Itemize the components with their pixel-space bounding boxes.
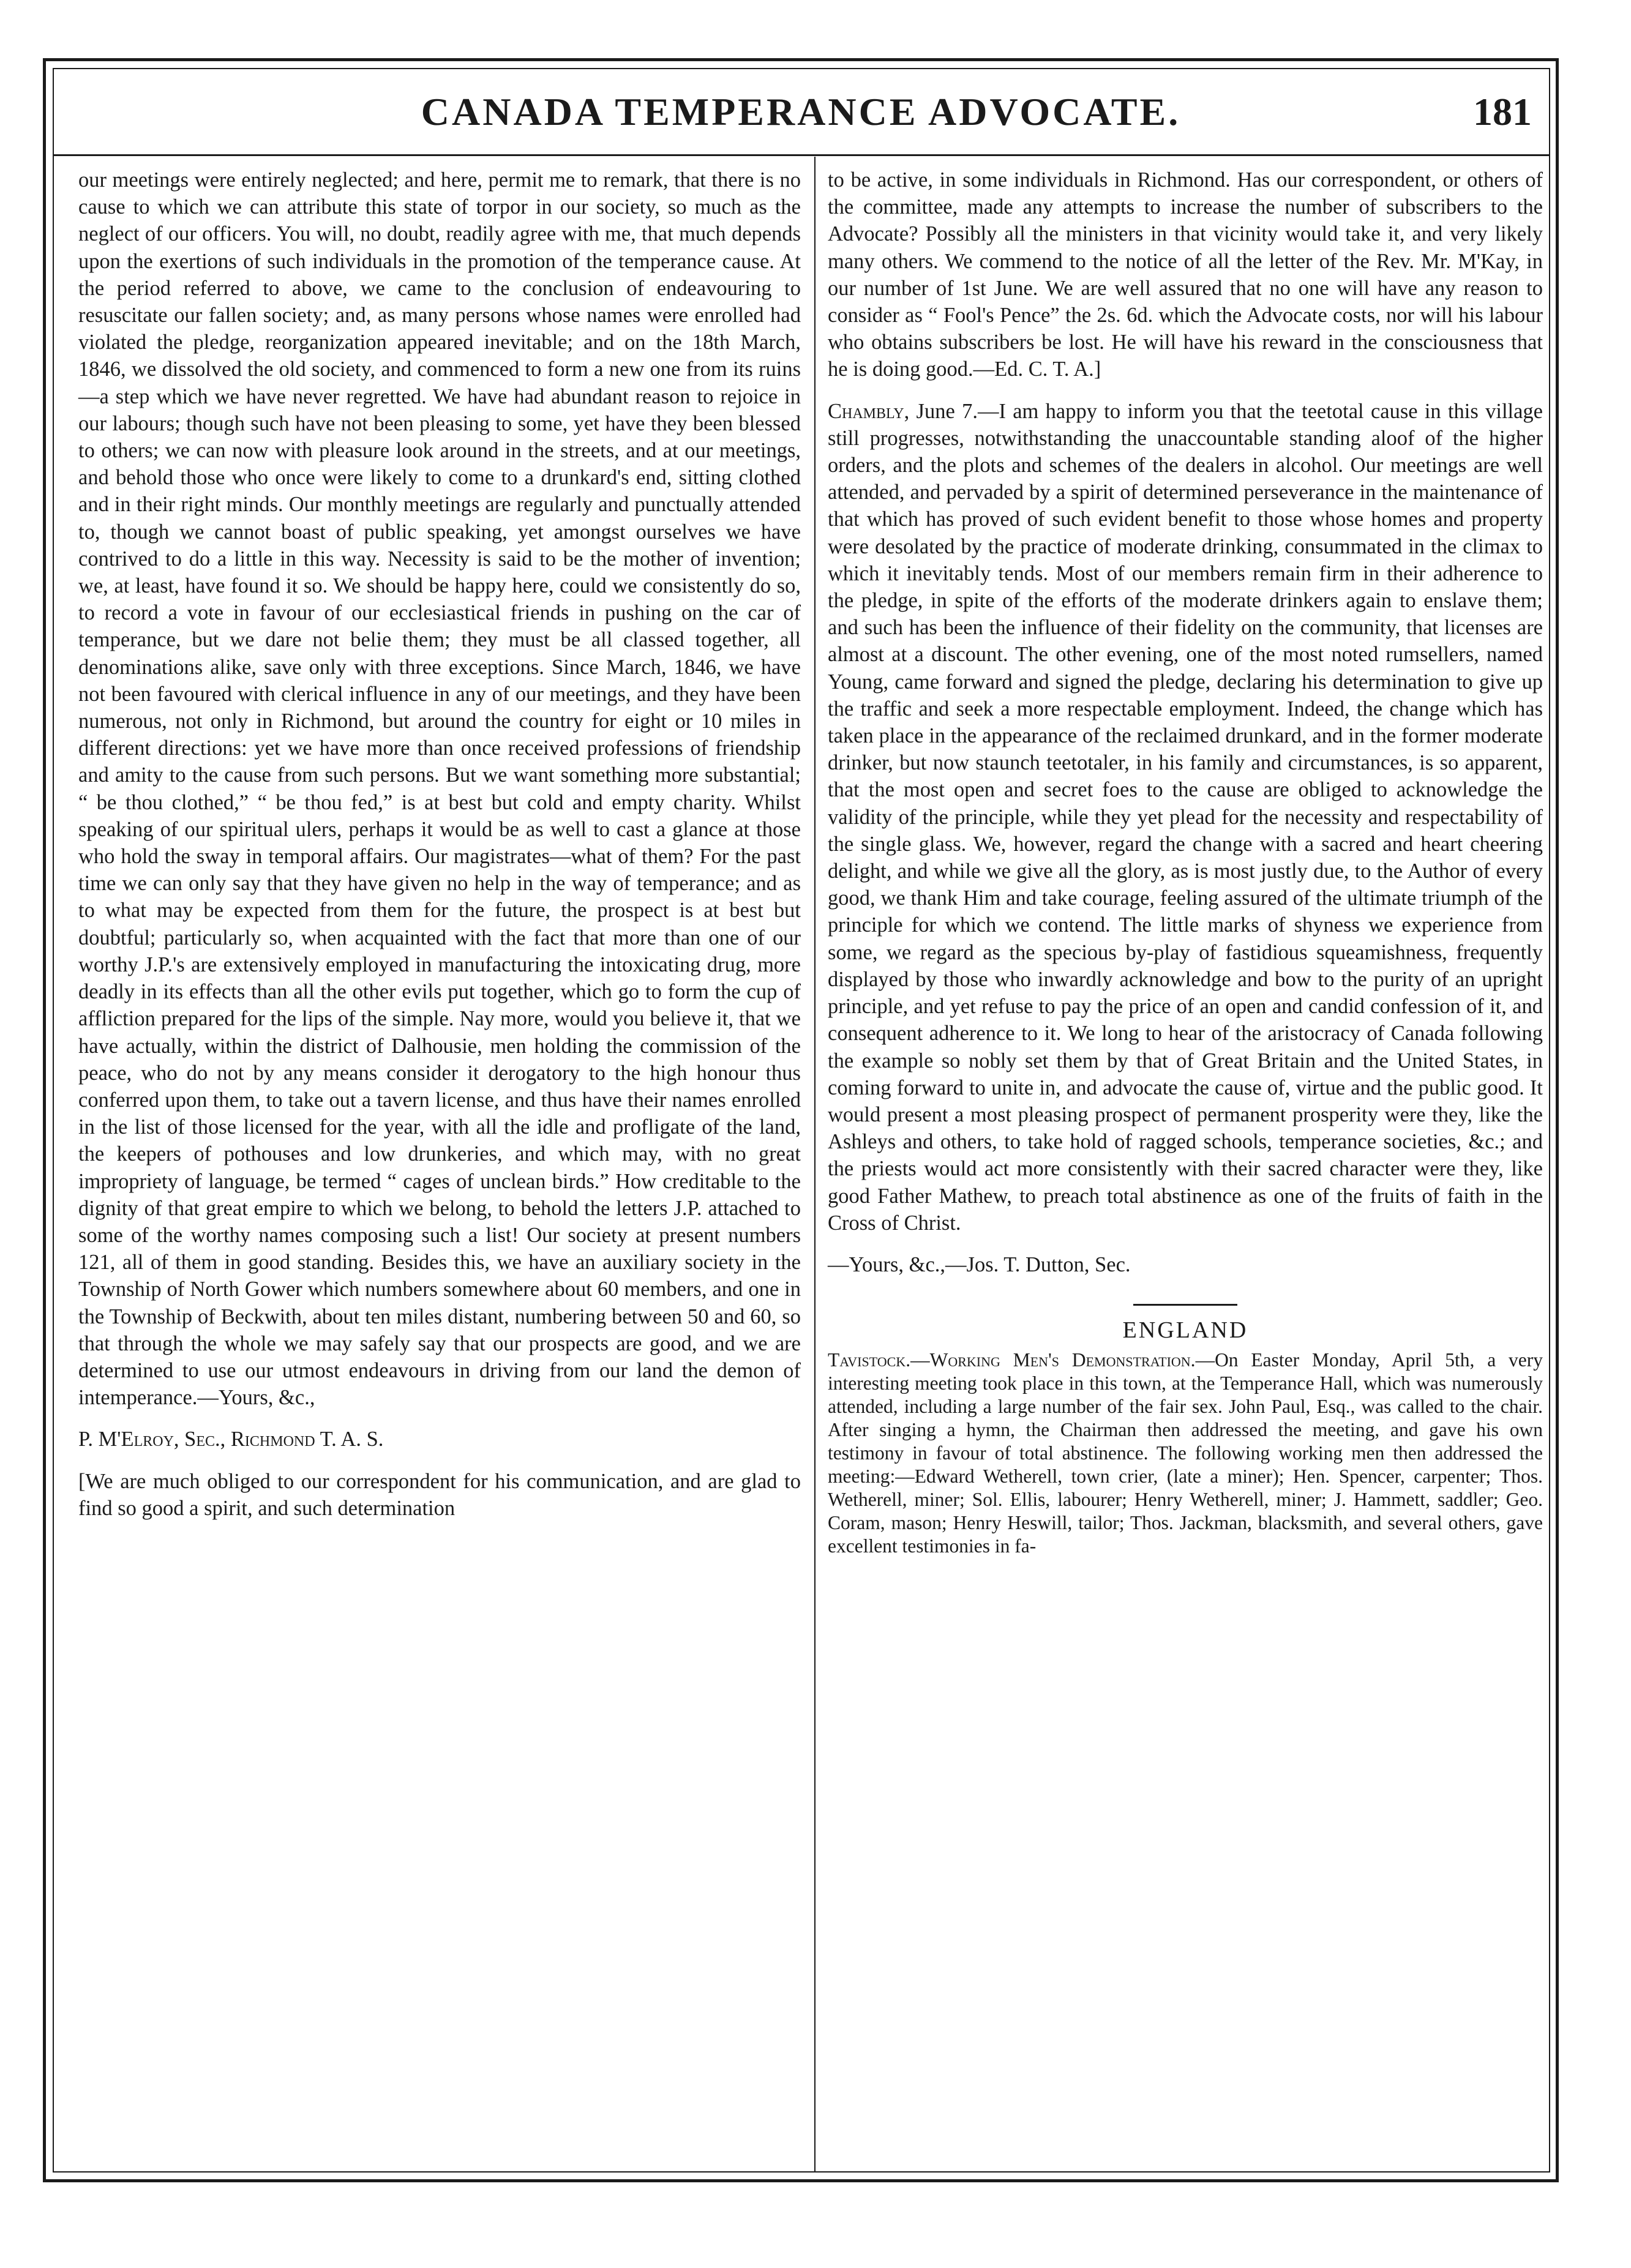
section-rule — [1133, 1304, 1237, 1306]
chambly-letter — [828, 398, 1543, 1237]
richmond-letter-body: our meetings were entirely neglected; and here, permit me to remark, that there is no cause to which we can attribute this state of torpor in our society, so much as the neglect of our officers. You will, no doubt, readily agree with me, that much depends upon the exertions of such individuals in the promotion of the temperance cause. At the period referred to above, we came to the conclusion of endeavouring to resuscitate our fallen society; and, as many persons whose names were enrolled had violated the pledge, reorganization appeared inevitable; and on the 18th March, 1846, we dissolved the old society, and commenced to form a new one from its ruins—a step which we have never regretted. We have had abundant reason to rejoice in our labours; though such have not been pleasing to some, yet have they been blessed to others; we can now with pleasure look around in the streets, and at our meetings, and behold those who once were likely to come to a drunkard's end, sitting clothed and in their right minds. Our monthly meetings are regularly and punctually attended to, though we cannot boast of public speaking, yet amongst ourselves we have contrived to do a little in this way. Necessity is said to be the mother of invention; we, at least, have found it so. We should be happy here, could we consistently do so, to record a vote in favour of our ecclesiastical friends in pushing on the car of temperance, but we dare not belie them; they must be all classed together, all denominations alike, save only with three exceptions. Since March, 1846, we have not been favoured with clerical influence in any of our meetings, and they have been numerous, not only in Richmond, but around the country for eight or 10 miles in different directions: yet we have more than once received professions of friendship and amity to the cause from such persons. But we want something more substantial; “ be thou clothed,” “ be thou fed,” is at best but cold and empty charity. Whilst speaking of our spiritual ulers, perhaps it would be as well to cast a glance at those who hold the sway in temporal affairs. Our magistrates—what of them? For the past time we can only say that they have given no help in the way of temperance; and as to what may be expected from them for the future, the prospect is at best but doubtful; particularly so, when acquainted with the fact that more than one of our worthy J.P.'s are extensively employed in manufacturing the intoxicating drug, more deadly in its effects than all the other evils put together, which go to form the cup of affliction prepared for the lips of the simple. Nay more, would you believe it, that we have actually, within the district of Dalhousie, men holding the commission of the peace, who do not by any means consider it derogatory to the high honour thus conferred upon them, to take out a tavern license, and thus have their names enrolled in the list of those licensed for the year, with all the idle and profligate of the land, the keepers of pothouses and low drunkeries, and which may, with no great impropriety of language, be termed “ cages of unclean birds.” How creditable to the dignity of that great empire to which we belong, to behold the letters J.P. attached to some of the worthy names composing such a list! Our society at present numbers 121, all of them in good standing. Besides this, we have an auxiliary society in the Township of North Gower which numbers somewhere about 60 members, and one in the Township of Beckwith, about ten miles distant, numbering between 50 and 60, so that through the whole we may safely say that our prospects are good, and we are determined to use our utmost endeavours in driving from our land the demon of intemperance.—Yours, &c., — [78, 168, 801, 1410]
tavistock-report-body: —On Easter Monday, April 5th, a very interesting meeting took place in this town, at the Temperance Hall, which was numerously attended, including a large number of the fair sex. John Paul, Esq., was called to the chair. After singing a hymn, the Chairman then addressed the meeting, and gave his own testimony in favour of total abstinence. The following working men then addressed the meeting:—Edward Wetherell, town crier, (late a miner); Hen. Spencer, carpenter; Thos. Wetherell, miner; Sol. Ellis, labourer; Henry Wetherell, miner; J. Hammett, saddler; Geo. Coram, mason; Henry Heswill, tailor; Thos. Jackman, blacksmith, and several others, gave excellent testimonies in fa- — [828, 1349, 1543, 1557]
tavistock-report — [828, 1349, 1543, 1558]
editor-note-continued: to be active, in some individuals in Richmond. Has our correspondent, or others of the committee, made any attempts to increase the number of subscribers to the Advocate? Possibly all the ministers in that vicinity would take it, and very likely many others. We commend to the notice of all the letter of the Rev. Mr. M'Kay, in our number of 1st June. We are well assured that no one will have any reason to consider as “ Fool's Pence” the 2s. 6d. which the Advocate costs, nor will his labour who obtains subscribers be lost. He will have his reward in the consciousness that he is doing good.—Ed. C. T. A.] — [828, 168, 1543, 381]
england-heading: ENGLAND — [1122, 1317, 1248, 1344]
right-column — [828, 167, 1543, 1558]
newspaper-title: CANADA TEMPERANCE ADVOCATE. — [421, 90, 1181, 133]
left-column — [78, 167, 801, 1522]
chambly-dateline: Chambly, — [828, 399, 910, 423]
richmond-letter-signoff: P. M'Elroy, Sec., Richmond T. A. S. — [78, 1428, 384, 1451]
chambly-letter-body: June 7.—I am happy to inform you that the teetotal cause in this village still progresses, notwithstanding the unaccountable standing aloof of the higher orders, and the plots and schemes of the dealers in alcohol. Our meetings are well attended, and pervaded by a spirit of determined perseverance in the maintenance of that which has proved of such evident benefit to those whose homes and property were desolated by the practice of moderate drinking, consummated in the climax to which it inevitably tends. Most of our members remain firm in their adherence to the pledge, in spite of the efforts of the moderate drinkers again to enslave them; and such has been the influence of their fidelity on the community, that licenses are almost at a discount. The other evening, one of the most noted rumsellers, named Young, came forward and signed the pledge, declaring his determination to give up the traffic and seek a more respectable employment. Indeed, the change which has taken place in the appearance of the reclaimed drunkard, and in the former moderate drinker, but now staunch teetotaler, in his family and circumstances, is so apparent, that the most open and secret foes to the cause are obliged to acknowledge the validity of the principle, while they yet plead for the necessity and respectability of the single glass. We, however, regard the change with a sacred and heart cheering delight, and while we give all the glory, as is most justly due, to the Author of every good, we thank Him and take courage, feeling assured of the ultimate triumph of the principle for which we contend. The little marks of shyness we experience from some, we regard as the specious by-play of fastidious squeamishness, frequently displayed by those who inwardly acknowledge and bow to the purity of an upright principle, and yet refuse to pay the price of an open and candid confession of it, and consequent adherence to it. We long to hear of the aristocracy of Canada following the example so nobly set them by that of Great Britain and the United States, in coming forward to unite in, and advocate the cause of, virtue and the public good. It would present a most pleasing prospect of permanent prosperity were they, like the Ashleys and others, to take hold of ragged schools, temperance societies, &c.; and the priests would act more consistently with their sacred character were they, like good Father Mathew, to preach total abstinence as one of the fruits of faith in the Cross of Christ. — [828, 399, 1543, 1235]
column-divider — [814, 157, 816, 2172]
chambly-signoff: —Yours, &c.,—Jos. T. Dutton, Sec. — [828, 1252, 1131, 1276]
page-number: 181 — [1473, 90, 1532, 133]
header-rule — [53, 154, 1550, 156]
editor-note: [We are much obliged to our correspondent for his communication, and are glad to find so good a spirit, and such determination — [78, 1469, 801, 1520]
tavistock-lead: Tavistock.—Working Men's Demonstration. — [828, 1349, 1196, 1371]
running-header — [59, 78, 1543, 158]
